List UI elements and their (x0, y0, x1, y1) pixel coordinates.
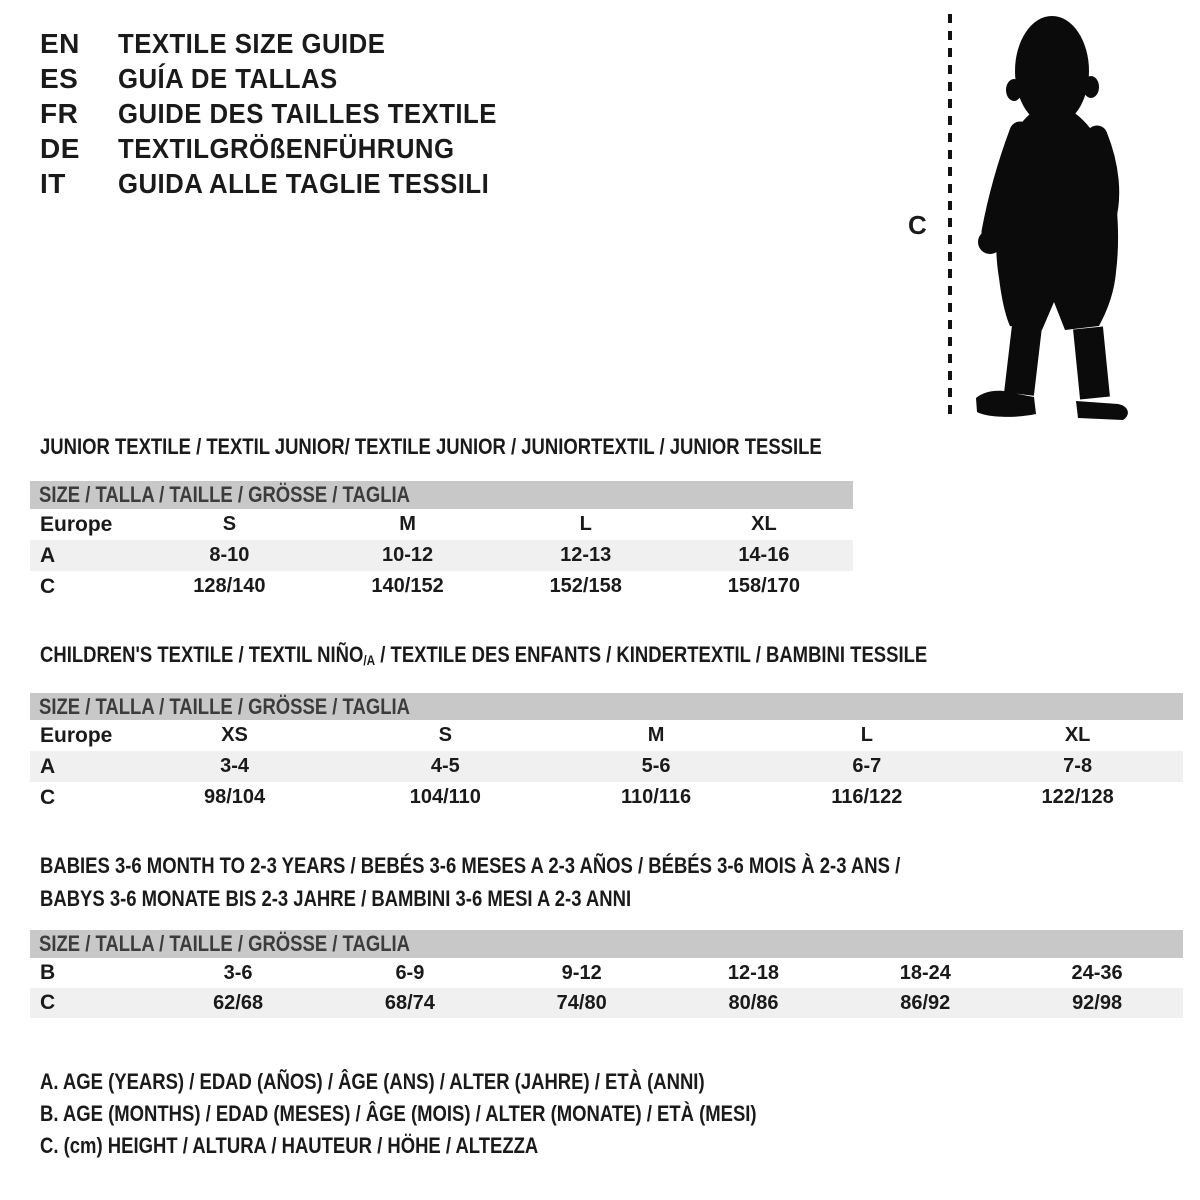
value-cell: 140/152 (371, 575, 444, 597)
value-cell: 6-7 (761, 751, 972, 782)
value-cell: 3-4 (129, 751, 340, 782)
value-cell: 104/110 (409, 786, 481, 808)
table-row (30, 782, 1183, 813)
legend-line-c (40, 1130, 893, 1162)
legend-line-b (40, 1098, 893, 1130)
legend-line-a-text: A. AGE (YEARS) / EDAD (AÑOS) / ÂGE (ANS) / ALTER (JAHRE) / ETÀ (ANNI) (40, 1069, 705, 1094)
language-title: GUÍA DE TALLAS (118, 62, 338, 94)
value-cell: 24-36 (1071, 961, 1123, 984)
row-label: A (30, 751, 129, 782)
junior-section-title-text: JUNIOR TEXTILE / TEXTIL JUNIOR/ TEXTILE JUNIOR / JUNIORTEXTIL / JUNIOR TESSILE (40, 434, 822, 459)
language-code: ES (40, 62, 79, 94)
language-row-it (40, 166, 530, 201)
value-cell: 9-12 (561, 961, 602, 984)
babies-section-title (40, 849, 1064, 915)
babies-table (30, 958, 1183, 1018)
value-cell: 6-9 (395, 961, 425, 984)
size-header-label: SIZE / TALLA / TAILLE / GRÖSSE / TAGLIA (39, 694, 410, 719)
size-header-bar (30, 693, 1183, 720)
value-cell: 122/128 (1041, 786, 1114, 808)
size-header-bar (30, 481, 853, 509)
language-row-en (40, 26, 530, 61)
value-cell: 128/140 (193, 575, 266, 597)
value-cell: 110/116 (621, 786, 692, 808)
children-title-subscript: /A (363, 652, 376, 668)
height-measure-label: C (908, 210, 927, 240)
children-title-post: / TEXTILE DES ENFANTS / KINDERTEXTIL / BAMBINI TESSILE (375, 642, 928, 667)
value-cell: 116/122 (831, 786, 903, 808)
row-label: Europe (40, 512, 113, 536)
legend-line-c-text: C. (cm) HEIGHT / ALTURA / HAUTEUR / HÖHE / ALTEZZA (40, 1133, 539, 1158)
toddler-silhouette-icon (966, 16, 1140, 422)
value-cell: 74/80 (496, 988, 668, 1018)
row-label: C (30, 988, 152, 1018)
size-cell: M (399, 513, 416, 535)
language-code: FR (40, 97, 79, 129)
legend (40, 1066, 893, 1162)
value-cell: 80/86 (668, 988, 840, 1018)
height-measure-dashed-line (948, 14, 952, 418)
language-title: TEXTILGRÖßENFÜHRUNG (118, 132, 455, 164)
babies-title-line2: BABYS 3-6 MONATE BIS 2-3 JAHRE / BAMBINI 3-6 MESI A 2-3 ANNI (40, 886, 632, 911)
value-cell: 86/92 (839, 988, 1011, 1018)
table-row (30, 540, 853, 571)
value-cell: 98/104 (203, 786, 266, 808)
junior-size-table (30, 481, 853, 602)
value-cell: 158/170 (727, 575, 801, 597)
language-row-de (40, 131, 530, 166)
table-row (30, 958, 1183, 988)
children-table (30, 720, 1183, 813)
language-row-fr (40, 96, 530, 131)
value-cell: 12-18 (727, 961, 780, 984)
size-cell: L (860, 724, 873, 746)
size-header-label: SIZE / TALLA / TAILLE / GRÖSSE / TAGLIA (39, 931, 410, 956)
size-cell: XL (751, 513, 777, 535)
babies-size-table (30, 930, 1183, 1018)
value-cell: 12-13 (497, 540, 675, 571)
junior-section-title (40, 434, 971, 460)
children-section-title (40, 642, 1096, 668)
value-cell: 4-5 (340, 751, 551, 782)
size-cell: L (579, 513, 592, 535)
children-section-title-text (40, 642, 927, 668)
children-title-pre: CHILDREN'S TEXTILE / TEXTIL NIÑO (40, 642, 364, 667)
size-cell: XL (1064, 724, 1091, 746)
language-row-es (40, 61, 530, 96)
value-cell: 7-8 (972, 751, 1183, 782)
size-cell: S (222, 513, 237, 535)
size-cell: M (647, 724, 665, 746)
size-header-bar (30, 930, 1183, 958)
value-cell: 5-6 (551, 751, 762, 782)
language-code: DE (40, 132, 80, 164)
table-row (30, 720, 1183, 751)
language-title: TEXTILE SIZE GUIDE (118, 27, 386, 59)
value-cell: 18-24 (899, 961, 951, 984)
table-row (30, 509, 853, 540)
row-label: C (40, 785, 56, 809)
children-size-table (30, 693, 1183, 813)
legend-line-a (40, 1066, 893, 1098)
language-title: GUIDA ALLE TAGLIE TESSILI (118, 167, 490, 199)
language-list (40, 26, 530, 201)
value-cell: 92/98 (1011, 988, 1183, 1018)
row-label: C (40, 574, 56, 598)
size-cell: XS (221, 724, 248, 746)
table-row (30, 571, 853, 602)
value-cell: 10-12 (318, 540, 496, 571)
value-cell: 152/158 (549, 575, 622, 597)
table-row (30, 988, 1183, 1018)
language-code: EN (40, 27, 80, 59)
table-row (30, 751, 1183, 782)
legend-line-b-text: B. AGE (MONTHS) / EDAD (MESES) / ÂGE (MOIS) / ALTER (MONATE) / ETÀ (MESI) (40, 1101, 757, 1126)
row-label: Europe (40, 723, 113, 747)
value-cell: 8-10 (140, 540, 318, 571)
value-cell: 68/74 (324, 988, 496, 1018)
value-cell: 3-6 (223, 961, 253, 984)
row-label: B (40, 961, 56, 984)
babies-title-line1: BABIES 3-6 MONTH TO 2-3 YEARS / BEBÉS 3-6 MESES A 2-3 AÑOS / BÉBÉS 3-6 MOIS À 2-3 ANS / (40, 853, 901, 878)
size-header-label: SIZE / TALLA / TAILLE / GRÖSSE / TAGLIA (39, 482, 410, 507)
size-cell: S (438, 724, 452, 746)
value-cell: 14-16 (675, 540, 853, 571)
language-title: GUIDE DES TAILLES TEXTILE (118, 97, 497, 129)
junior-table (30, 509, 853, 602)
language-code: IT (40, 167, 66, 199)
row-label: A (30, 540, 140, 571)
value-cell: 62/68 (152, 988, 324, 1018)
